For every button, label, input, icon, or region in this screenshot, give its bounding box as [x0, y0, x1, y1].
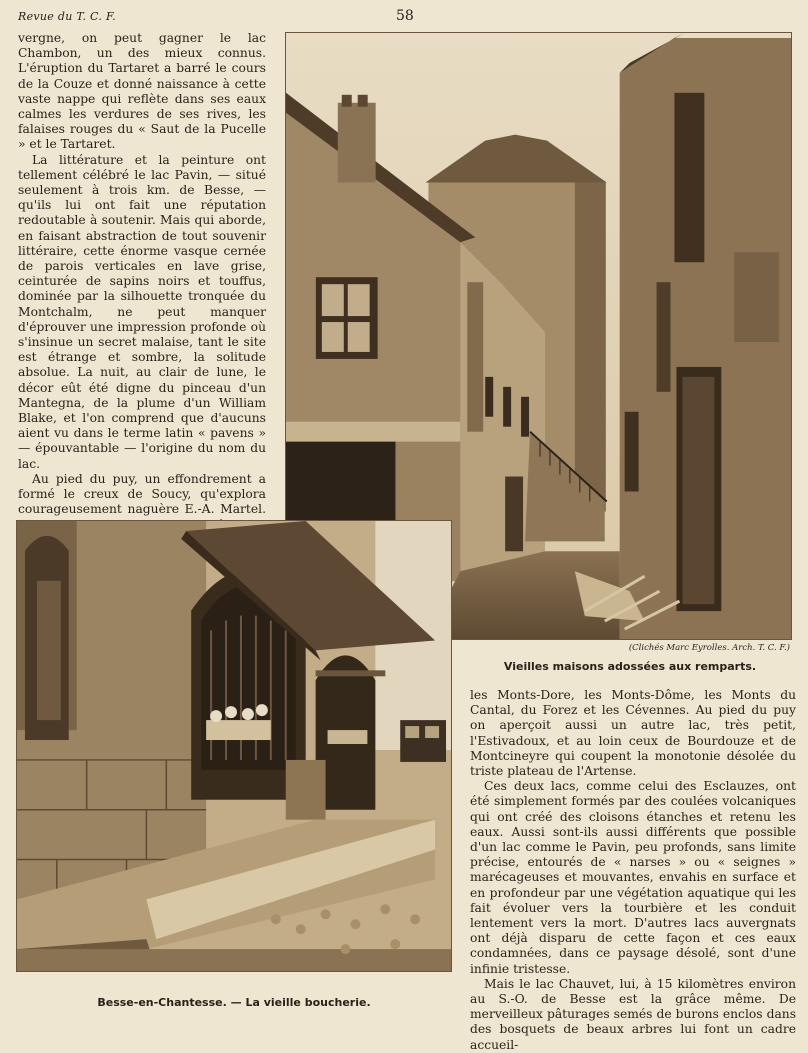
- photo-old-butchery-image: [17, 521, 451, 971]
- photo-caption-top: Vieilles maisons adossées aux remparts.: [503, 660, 757, 673]
- left-text-column: [18, 31, 266, 563]
- photo-caption-bottom: Besse-en-Chantesse. — La vieille boucherie.: [97, 996, 371, 1009]
- photo-credit: (Clichés Marc Eyrolles. Arch. T. C. F.): [628, 643, 790, 653]
- paragraph: Au pied du puy, un effondrement a formé le creux de Soucy, qu'explora courageusement naguère E.-A. Martel.: [18, 471, 266, 517]
- paragraph: Mais le lac Chauvet, lui, à 15 kilomètres environ au S.-O. de Besse est la grâce même. De merveilleux pâturages semés de burons enclos dans des bosquets de beaux arbres lui font un cadre accueil-: [470, 976, 796, 1052]
- paragraph: vergne, on peut gagner le lac Chambon, un des mieux connus. L'éruption du Tartaret a barré le cours de la Couze et donné naissance à cette vaste nappe qui reflète dans ses eaux calmes les verdures de ses rives, les falaises rouges du « Saut de la Pucelle » et le Tartaret.: [18, 31, 266, 152]
- page-number: 58: [396, 8, 414, 24]
- paragraph: Ces deux lacs, comme celui des Esclauzes, ont été simplement formés par des coulées volcaniques qui ont créé des cloisons étanches et retenu les eaux. Aussi sont-ils aussi différents que possible d'un lac comme le Pavin, peu profonds, sans limite précise, entourés de « narses » ou « seignes » marécageuses et mouvantes, envahis en surface et en profondeur par une végétation aquatique qui les fait évoluer vers la tourbière et les conduit lentement vers la mort. D'autres lacs auvergnats ont déjà disparu de cette façon et ces eaux condamnées, dans ce paysage désolé, sont d'une infinie tristesse.: [470, 779, 796, 976]
- paragraph: La littérature et la peinture ont tellement célébré le lac Pavin, — situé seulement à trois km. de Besse, — qu'ils lui ont fait une réputation redoutable à soutenir. Mais qui aborde, en faisant abstraction de tout souvenir littéraire, cette énorme vasque cernée de parois verticales en lave grise, ceinturée de sapins noirs et touffus, dominée par la silhouette tronquée du Montchalm, ne peut manquer d'éprouver une impression profonde où s'insinue un secret malaise, tant le site est étrange et sombre, la solitude absolue. La nuit, au clair de lune, le décor eût été digne du pinceau d'un Mantegna, de la plume d'un William Blake, et l'on comprend que d'aucuns aient vu dans le terme latin « pavens » — épouvantable — l'origine du nom du lac.: [18, 152, 266, 471]
- paragraph: les Monts-Dore, les Monts-Dôme, les Monts du Cantal, du Forez et les Cévennes. Au pied du puy on aperçoit aussi un autre lac, très petit, l'Estivadoux, et au loin ceux de Bourdouze et de Montcineyre qui coupent la monotonie désolée du triste plateau de l'Artense.: [470, 688, 796, 779]
- photo-old-butchery: [16, 520, 452, 972]
- journal-header: Revue du T. C. F.: [18, 10, 116, 23]
- right-text-column: [470, 688, 796, 1053]
